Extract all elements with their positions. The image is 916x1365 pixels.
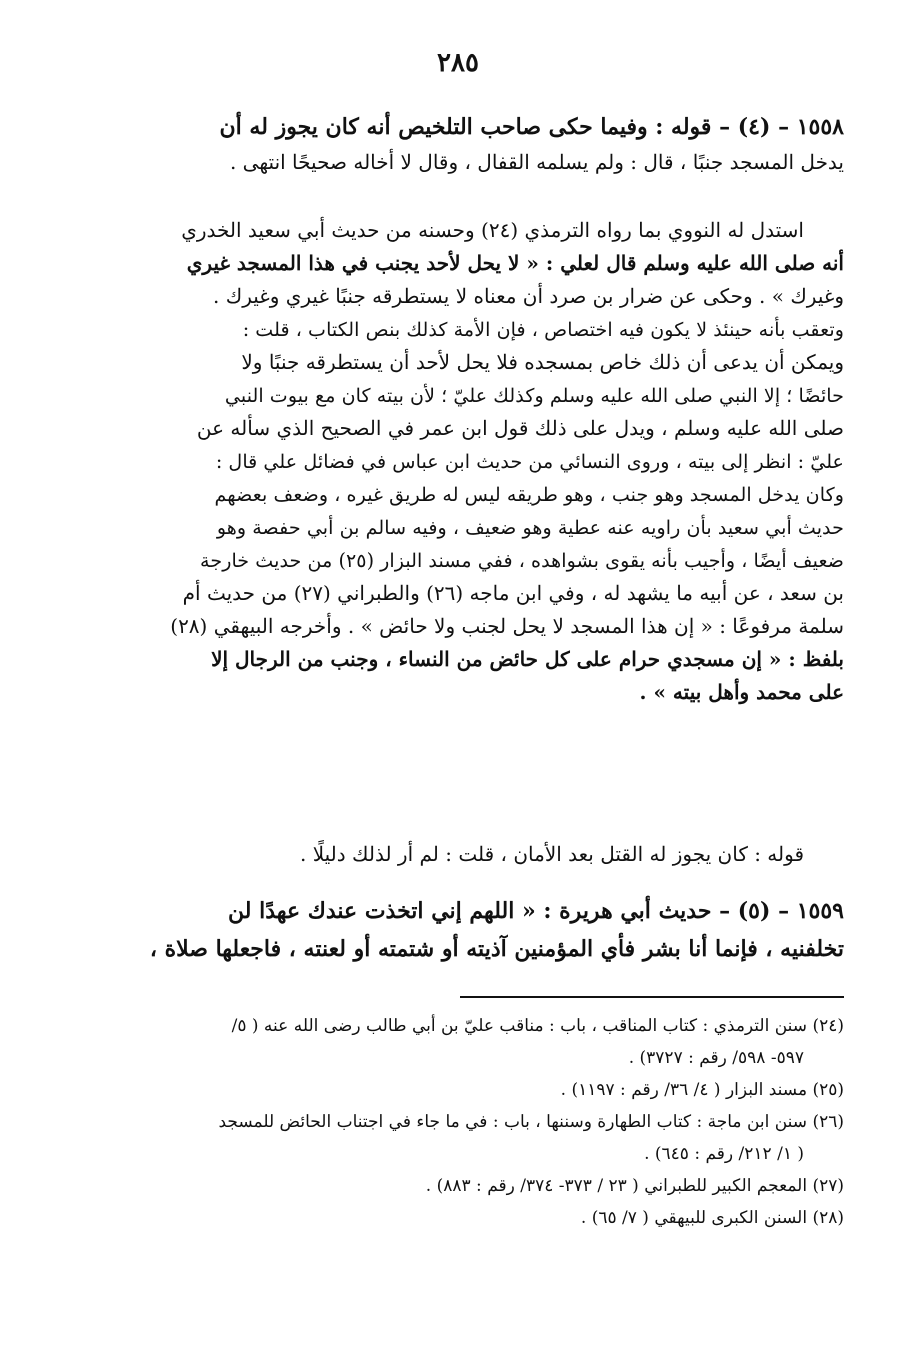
commentary-paragraph [82, 214, 844, 709]
commentary-line-5: ويمكن أن يدعى أن ذلك خاص بمسجده فلا يحل لأحد أن يستطرقه جنبًا ولا [241, 350, 844, 374]
section-1558 [82, 108, 844, 179]
commentary-line-7: صلى الله عليه وسلم ، ويدل على ذلك قول ابن عمر في الصحيح الذي سأله عن [196, 416, 844, 440]
section-1559-line-2: تخلفنيه ، فإنما أنا بشر فأي المؤمنين آذيته أو شتمته أو لعنته ، فاجعلها صلاة ، [149, 936, 844, 962]
commentary-line-1: استدل له النووي بما رواه الترمذي (٢٤) وحسنه من حديث أبي سعيد الخدري [181, 218, 804, 242]
commentary-line-4: وتعقب بأنه حينئذ لا يكون فيه اختصاص ، فإن الأمة كذلك بنص الكتاب ، قلت : [242, 318, 844, 341]
footnote-24: (٢٤) سنن الترمذي : كتاب المناقب ، باب : مناقب عليّ بن أبي طالب رضى الله عنه ( ٥/ [231, 1016, 844, 1036]
commentary-line-13: سلمة مرفوعًا : « إن هذا المسجد لا يحل لجنب ولا حائض » . وأخرجه البيهقي (٢٨) [170, 614, 844, 638]
commentary-line-15: على محمد وأهل بيته » . [639, 680, 844, 704]
footnote-25: (٢٥) مسند البزار ( ٤/ ٣٦/ رقم : ١١٩٧) . [560, 1080, 844, 1100]
section-1559-line-1: ١٥٥٩ – (٥) – حديث أبي هريرة : « اللهم إني اتخذت عندك عهدًا لن [228, 898, 844, 924]
commentary-line-11: ضعيف أيضًا ، وأجيب بأنه يقوى بشواهده ، ففي مسند البزار (٢٥) من حديث خارجة [200, 549, 844, 572]
footnote-28: (٢٨) السنن الكبرى للبيهقي ( ٧/ ٦٥) . [580, 1208, 844, 1228]
commentary-line-12: بن سعد ، عن أبيه ما يشهد له ، وفي ابن ماجه (٢٦) والطبراني (٢٧) من حديث أم [182, 581, 844, 605]
footnote-divider [460, 996, 844, 998]
page-number: ٢٨٥ [437, 48, 479, 78]
commentary-line-2: أنه صلى الله عليه وسلم قال لعلي : « لا يحل لأحد يجنب في هذا المسجد غيري [186, 251, 844, 275]
commentary-line-9: وكان يدخل المسجد وهو جنب ، وهو طريقه ليس له طريق غيره ، وضعف بعضهم [214, 483, 844, 506]
footnote-26-continuation: ( ١/ ٢١٢/ رقم : ٦٤٥) . [644, 1144, 804, 1164]
section-1558-line-1: ١٥٥٨ – (٤) – قوله : وفيما حكى صاحب التلخيص أنه كان يجوز له أن [219, 114, 844, 140]
footnotes [72, 1010, 844, 1234]
qawluhu-line: قوله : كان يجوز له القتل بعد الأمان ، قلت : لم أر لذلك دليلًا . [299, 842, 804, 866]
commentary-line-3: وغيرك » . وحكى عن ضرار بن صرد أن معناه لا يستطرقه جنبًا غيري وغيرك . [213, 284, 844, 308]
qawluhu-paragraph [82, 838, 844, 871]
section-1559 [82, 892, 844, 968]
commentary-line-6: حائضًا ؛ إلا النبي صلى الله عليه وسلم وكذلك عليّ ؛ لأن بيته كان مع بيوت النبي [224, 384, 844, 407]
footnote-26: (٢٦) سنن ابن ماجة : كتاب الطهارة وسننها ، باب : في ما جاء في اجتناب الحائض للمسجد [218, 1112, 844, 1132]
section-1558-line-2: يدخل المسجد جنبًا ، قال : ولم يسلمه القفال ، وقال لا أخاله صحيحًا انتهى . [229, 150, 844, 174]
commentary-line-8: عليّ : انظر إلى بيته ، وروى النسائي من حديث ابن عباس في فضائل علي قال : [215, 450, 844, 473]
commentary-line-10: حديث أبي سعيد بأن راويه عنه عطية وهو ضعيف ، وفيه سالم بن أبي حفصة وهو [216, 516, 844, 539]
footnote-24-continuation: ٥٩٧- ٥٩٨/ رقم : ٣٧٢٧) . [628, 1048, 804, 1068]
footnote-27: (٢٧) المعجم الكبير للطبراني ( ٢٣ / ٣٧٣- ٣٧٤/ رقم : ٨٨٣) . [425, 1176, 844, 1196]
commentary-line-14: بلفظ : « إن مسجدي حرام على كل حائض من النساء ، وجنب من الرجال إلا [211, 647, 844, 671]
